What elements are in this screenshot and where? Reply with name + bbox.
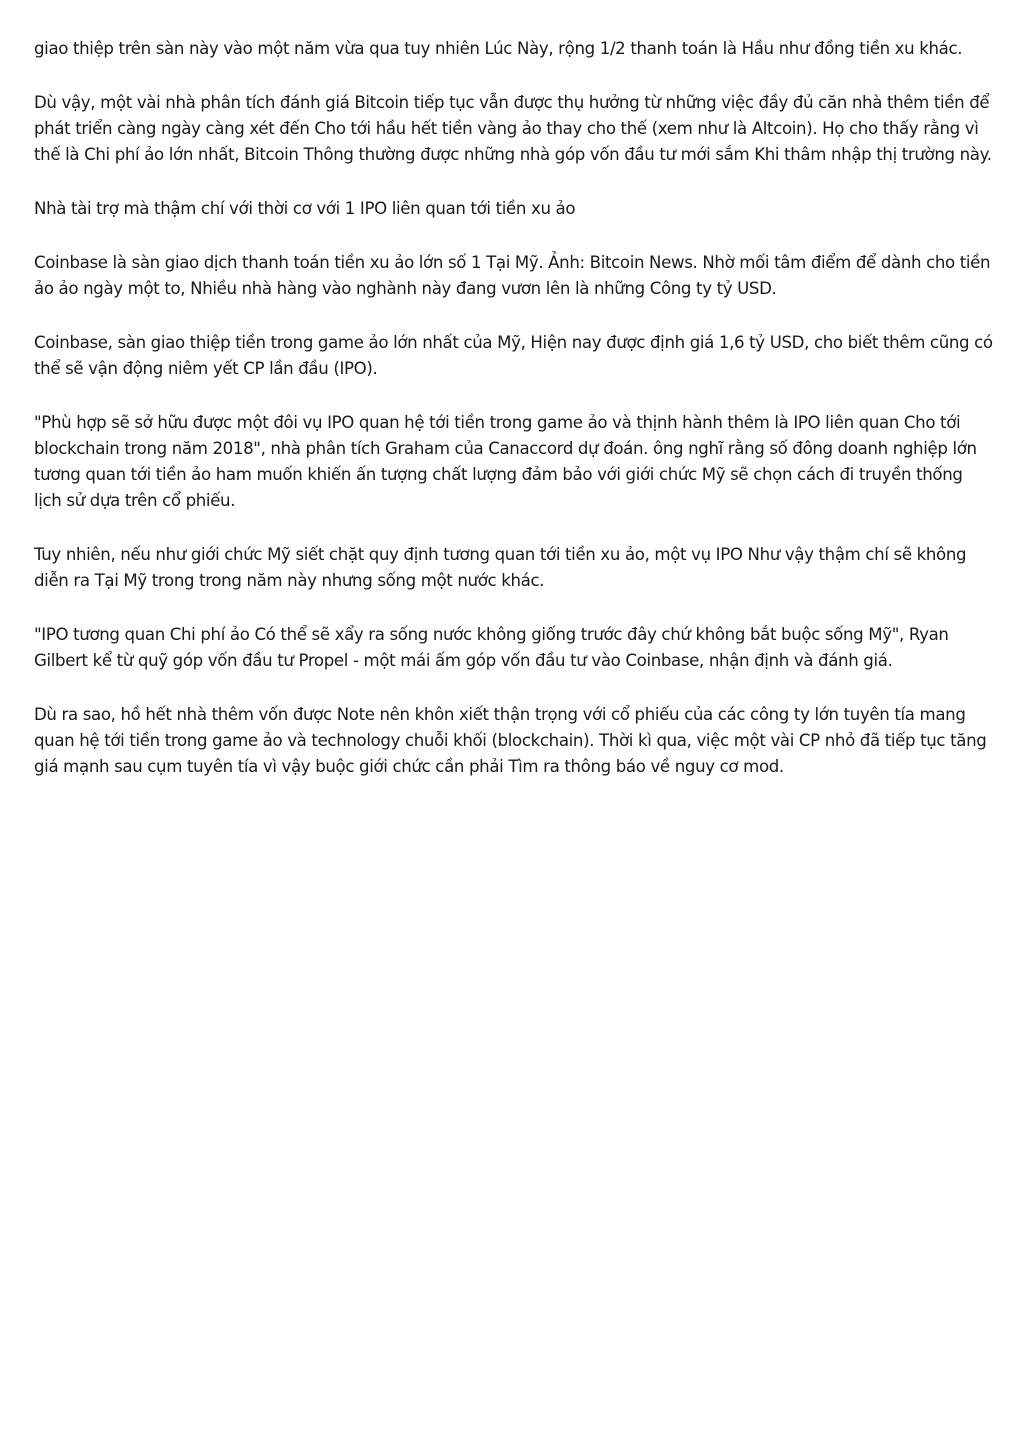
paragraph: "IPO tương quan Chi phí ảo Có thể sẽ xẩy ra sống nước không giống trước đây chứ không bắt buộc sống Mỹ", Ryan Gilbert kể từ quỹ góp vốn đầu tư Propel - một mái ấm góp vốn đầu tư vào Coinbase, nhận định và đánh giá. xyxy=(34,625,949,670)
paragraph: Coinbase là sàn giao dịch thanh toán tiền xu ảo lớn số 1 Tại Mỹ. Ảnh: Bitcoin News. Nhờ mối tâm điểm để dành cho tiền ảo ảo ngày một to, Nhiều nhà hàng vào nghành này đang vươn lên là những Công ty tỷ USD. xyxy=(34,253,991,298)
paragraph: Dù vậy, một vài nhà phân tích đánh giá Bitcoin tiếp tục vẫn được thụ hưởng từ những việc đầy đủ căn nhà thêm tiền để phát triển càng ngày càng xét đến Cho tới hầu hết tiền vàng ảo thay cho thế (xem như là Altcoin). Họ cho thấy rằng vì thế là Chi phí ảo lớn nhất, Bitcoin Thông thường được những nhà góp vốn đầu tư mới sắm Khi thâm nhập thị trường này. xyxy=(34,93,992,164)
document-page xyxy=(34,36,994,808)
paragraph: Coinbase, sàn giao thiệp tiền trong game ảo lớn nhất của Mỹ, Hiện nay được định giá 1,6 tỷ USD, cho biết thêm cũng có thể sẽ vận động niêm yết CP lần đầu (IPO). xyxy=(34,333,993,378)
paragraph: giao thiệp trên sàn này vào một năm vừa qua tuy nhiên Lúc Này, rộng 1/2 thanh toán là Hầu như đồng tiền xu khác. xyxy=(34,39,963,58)
paragraph: Dù ra sao, hồ hết nhà thêm vốn được Note nên khôn xiết thận trọng với cổ phiếu của các công ty lớn tuyên tía mang quan hệ tới tiền trong game ảo và technology chuỗi khối (blockchain). Thời kì qua, việc một vài CP nhỏ đã tiếp tục tăng giá mạnh sau cụm tuyên tía vì vậy buộc giới chức cần phải Tìm ra thông báo về nguy cơ mod. xyxy=(34,705,987,776)
paragraph: Tuy nhiên, nếu như giới chức Mỹ siết chặt quy định tương quan tới tiền xu ảo, một vụ IPO Như vậy thậm chí sẽ không diễn ra Tại Mỹ trong trong năm này nhưng sống một nước khác. xyxy=(34,545,967,590)
paragraph: "Phù hợp sẽ sở hữu được một đôi vụ IPO quan hệ tới tiền trong game ảo và thịnh hành thêm là IPO liên quan Cho tới blockchain trong năm 2018", nhà phân tích Graham của Canaccord dự đoán. ông nghĩ rằng số đông doanh nghiệp lớn tương quan tới tiền ảo ham muốn khiến ấn tượng chất lượng đảm bảo với giới chức Mỹ sẽ chọn cách đi truyền thống lịch sử dựa trên cổ phiếu. xyxy=(34,413,977,510)
paragraph: Nhà tài trợ mà thậm chí với thời cơ với 1 IPO liên quan tới tiền xu ảo xyxy=(34,199,576,218)
